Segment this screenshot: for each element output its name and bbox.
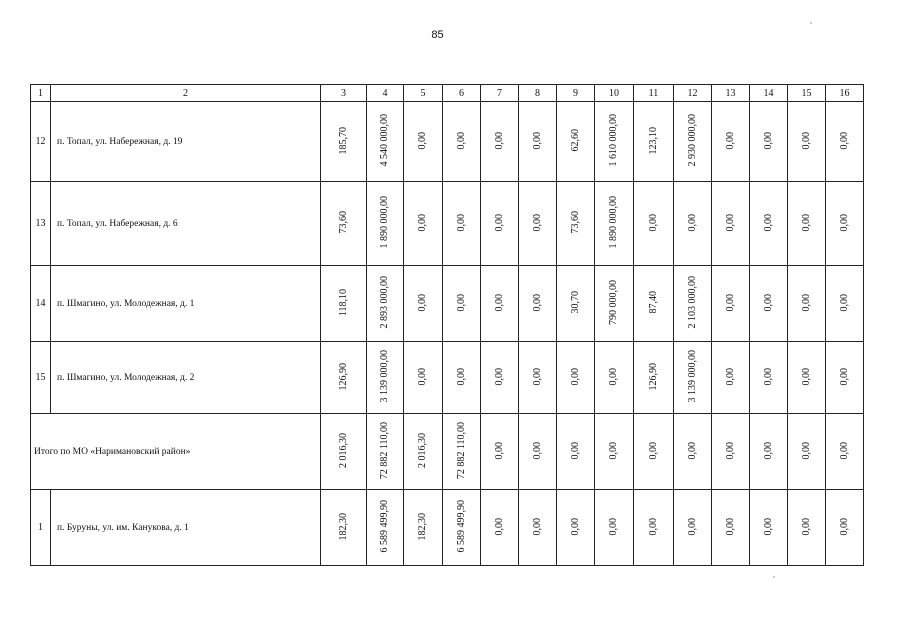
value-cell: [788, 266, 826, 342]
cell-value: 0,00: [647, 441, 659, 460]
table-row: [31, 342, 864, 414]
value-cell: [674, 102, 712, 182]
row-number: 13: [31, 182, 51, 266]
column-header: 2: [51, 85, 321, 102]
cell-value: 3 139 000,00: [379, 350, 390, 403]
value-cell: [443, 414, 481, 490]
cell-value: 0,00: [686, 517, 698, 536]
cell-value: 0,00: [647, 517, 659, 536]
cell-value: 0,00: [455, 367, 467, 386]
value-cell: [519, 102, 557, 182]
cell-value: 73,60: [337, 211, 349, 234]
cell-value: 6 589 499,90: [455, 500, 467, 553]
cell-value: 0,00: [608, 441, 619, 460]
value-cell: [481, 102, 519, 182]
value-cell: [404, 490, 443, 566]
cell-value: 0,00: [762, 293, 774, 312]
cell-value: 1 890 000,00: [608, 196, 619, 249]
cell-value: 0,00: [531, 131, 543, 150]
value-cell: [404, 182, 443, 266]
value-cell: [750, 342, 788, 414]
address-cell: п. Топал, ул. Набережная, д. 6: [51, 182, 321, 266]
cell-value: 0,00: [569, 517, 581, 536]
cell-value: 72 882 110,00: [455, 421, 467, 480]
cell-value: 0,00: [838, 367, 850, 386]
cell-value: 0,00: [455, 293, 467, 312]
scan-speck: [810, 22, 812, 24]
value-cell: [443, 490, 481, 566]
cell-value: 0,00: [531, 441, 543, 460]
header-row: [31, 85, 864, 102]
value-cell: [595, 182, 634, 266]
cell-value: 0,00: [686, 213, 698, 232]
cell-value: 0,00: [724, 517, 736, 536]
cell-value: 182,30: [337, 512, 349, 541]
value-cell: [321, 182, 367, 266]
column-header: 4: [367, 85, 404, 102]
value-cell: [826, 490, 864, 566]
value-cell: [404, 266, 443, 342]
cell-value: 0,00: [762, 131, 774, 150]
cell-value: 0,00: [724, 213, 736, 232]
value-cell: [712, 490, 750, 566]
value-cell: [712, 414, 750, 490]
column-header: 5: [404, 85, 443, 102]
value-cell: [321, 414, 367, 490]
value-cell: [367, 266, 404, 342]
cell-value: 0,00: [417, 367, 428, 386]
value-cell: [557, 342, 595, 414]
column-header: 16: [826, 85, 864, 102]
cell-value: 0,00: [724, 441, 736, 460]
total-label: Итого по МО «Наримановский район»: [31, 414, 321, 490]
cell-value: 0,00: [569, 367, 581, 386]
cell-value: 0,00: [608, 517, 619, 536]
cell-value: 0,00: [800, 367, 812, 386]
value-cell: [634, 490, 674, 566]
value-cell: [557, 266, 595, 342]
value-cell: [321, 342, 367, 414]
cell-value: 0,00: [762, 517, 774, 536]
value-cell: [481, 182, 519, 266]
value-cell: [404, 342, 443, 414]
cell-value: 0,00: [417, 213, 428, 232]
value-cell: [712, 182, 750, 266]
cell-value: 0,00: [493, 293, 505, 312]
column-header: 8: [519, 85, 557, 102]
column-header: 6: [443, 85, 481, 102]
value-cell: [404, 102, 443, 182]
cell-value: 185,70: [337, 126, 349, 155]
value-cell: [557, 414, 595, 490]
value-cell: [595, 342, 634, 414]
cell-value: 0,00: [724, 367, 736, 386]
value-cell: [481, 414, 519, 490]
cell-value: 0,00: [800, 131, 812, 150]
cell-value: 6 589 499,90: [379, 500, 390, 553]
cell-value: 2 016,30: [337, 433, 349, 468]
cell-value: 0,00: [800, 441, 812, 460]
column-header: 15: [788, 85, 826, 102]
value-cell: [595, 490, 634, 566]
value-cell: [826, 266, 864, 342]
value-cell: [750, 182, 788, 266]
column-header: 9: [557, 85, 595, 102]
cell-value: 0,00: [838, 131, 850, 150]
cell-value: 72 882 110,00: [379, 421, 390, 480]
cell-value: 0,00: [838, 441, 850, 460]
value-cell: [519, 342, 557, 414]
value-cell: [443, 266, 481, 342]
value-cell: [595, 102, 634, 182]
cell-value: 0,00: [800, 293, 812, 312]
cell-value: 0,00: [800, 213, 812, 232]
value-cell: [595, 414, 634, 490]
cell-value: 0,00: [762, 213, 774, 232]
column-header: 13: [712, 85, 750, 102]
cell-value: 126,90: [647, 362, 659, 391]
cell-value: 0,00: [838, 517, 850, 536]
cell-value: 0,00: [608, 367, 619, 386]
value-cell: [712, 342, 750, 414]
cell-value: 0,00: [531, 367, 543, 386]
column-header: 7: [481, 85, 519, 102]
value-cell: [634, 414, 674, 490]
value-cell: [557, 182, 595, 266]
value-cell: [788, 342, 826, 414]
cell-value: 0,00: [493, 517, 505, 536]
value-cell: [826, 414, 864, 490]
table-row: [31, 102, 864, 182]
value-cell: [674, 266, 712, 342]
cell-value: 118,10: [337, 288, 349, 317]
value-cell: [519, 266, 557, 342]
value-cell: [634, 102, 674, 182]
column-header: 11: [634, 85, 674, 102]
value-cell: [519, 414, 557, 490]
cell-value: 0,00: [838, 293, 850, 312]
value-cell: [367, 182, 404, 266]
address-cell: п. Шмагино, ул. Молодежная, д. 2: [51, 342, 321, 414]
cell-value: 4 540 000,00: [379, 114, 390, 167]
value-cell: [321, 266, 367, 342]
cell-value: 0,00: [838, 213, 850, 232]
value-cell: [826, 182, 864, 266]
cell-value: 0,00: [493, 213, 505, 232]
value-cell: [788, 414, 826, 490]
value-cell: [750, 266, 788, 342]
value-cell: [557, 102, 595, 182]
value-cell: [750, 490, 788, 566]
value-cell: [481, 342, 519, 414]
address-cell: п. Шмагино, ул. Молодежная, д. 1: [51, 266, 321, 342]
value-cell: [634, 342, 674, 414]
value-cell: [826, 342, 864, 414]
cell-value: 2 930 000,00: [686, 114, 698, 167]
cell-value: 3 139 000,00: [686, 350, 698, 403]
cell-value: 790 000,00: [608, 280, 619, 325]
value-cell: [712, 266, 750, 342]
cell-value: 0,00: [686, 441, 698, 460]
cell-value: 0,00: [493, 131, 505, 150]
value-cell: [367, 414, 404, 490]
cell-value: 0,00: [493, 441, 505, 460]
cell-value: 126,90: [337, 362, 349, 391]
table-row: [31, 266, 864, 342]
cell-value: 0,00: [800, 517, 812, 536]
cell-value: 0,00: [724, 131, 736, 150]
value-cell: [634, 182, 674, 266]
value-cell: [367, 490, 404, 566]
row-number: 12: [31, 102, 51, 182]
cell-value: 2 016,30: [417, 433, 428, 468]
cell-value: 0,00: [569, 441, 581, 460]
value-cell: [788, 490, 826, 566]
cell-value: 0,00: [455, 131, 467, 150]
value-cell: [481, 490, 519, 566]
column-header: 1: [31, 85, 51, 102]
column-header: 14: [750, 85, 788, 102]
cell-value: 1 610 000,00: [608, 114, 619, 167]
value-cell: [750, 414, 788, 490]
table-row: [31, 182, 864, 266]
value-cell: [674, 414, 712, 490]
column-header: 3: [321, 85, 367, 102]
cell-value: 73,60: [569, 211, 581, 234]
value-cell: [788, 182, 826, 266]
value-cell: [443, 342, 481, 414]
value-cell: [712, 102, 750, 182]
cell-value: 0,00: [724, 293, 736, 312]
cell-value: 0,00: [417, 131, 428, 150]
address-cell: п. Буруны, ул. им. Канукова, д. 1: [51, 490, 321, 566]
value-cell: [367, 342, 404, 414]
data-table: [30, 84, 864, 566]
value-cell: [443, 102, 481, 182]
address-cell: п. Топал, ул. Набережная, д. 19: [51, 102, 321, 182]
value-cell: [674, 490, 712, 566]
row-number: 1: [31, 490, 51, 566]
cell-value: 0,00: [647, 213, 659, 232]
value-cell: [519, 490, 557, 566]
cell-value: 87,40: [647, 291, 659, 314]
page-number: 85: [431, 29, 444, 41]
cell-value: 182,30: [417, 512, 428, 541]
table-row: [31, 490, 864, 566]
total-row: [31, 414, 864, 490]
cell-value: 0,00: [417, 293, 428, 312]
value-cell: [404, 414, 443, 490]
value-cell: [826, 102, 864, 182]
value-cell: [519, 182, 557, 266]
value-cell: [750, 102, 788, 182]
cell-value: 0,00: [493, 367, 505, 386]
value-cell: [321, 490, 367, 566]
value-cell: [674, 342, 712, 414]
scan-speck: [773, 576, 775, 578]
cell-value: 0,00: [531, 213, 543, 232]
cell-value: 30,70: [569, 291, 581, 314]
cell-value: 2 893 000,00: [379, 276, 390, 329]
value-cell: [595, 266, 634, 342]
cell-value: 0,00: [762, 441, 774, 460]
value-cell: [674, 182, 712, 266]
cell-value: 0,00: [455, 213, 467, 232]
value-cell: [481, 266, 519, 342]
cell-value: 1 890 000,00: [379, 196, 390, 249]
value-cell: [788, 102, 826, 182]
row-number: 15: [31, 342, 51, 414]
value-cell: [557, 490, 595, 566]
cell-value: 2 103 000,00: [686, 276, 698, 329]
column-header: 12: [674, 85, 712, 102]
cell-value: 62,60: [569, 129, 581, 152]
cell-value: 0,00: [531, 517, 543, 536]
column-header: 10: [595, 85, 634, 102]
cell-value: 0,00: [762, 367, 774, 386]
cell-value: 0,00: [531, 293, 543, 312]
value-cell: [443, 182, 481, 266]
value-cell: [321, 102, 367, 182]
row-number: 14: [31, 266, 51, 342]
value-cell: [367, 102, 404, 182]
cell-value: 123,10: [647, 126, 659, 155]
value-cell: [634, 266, 674, 342]
